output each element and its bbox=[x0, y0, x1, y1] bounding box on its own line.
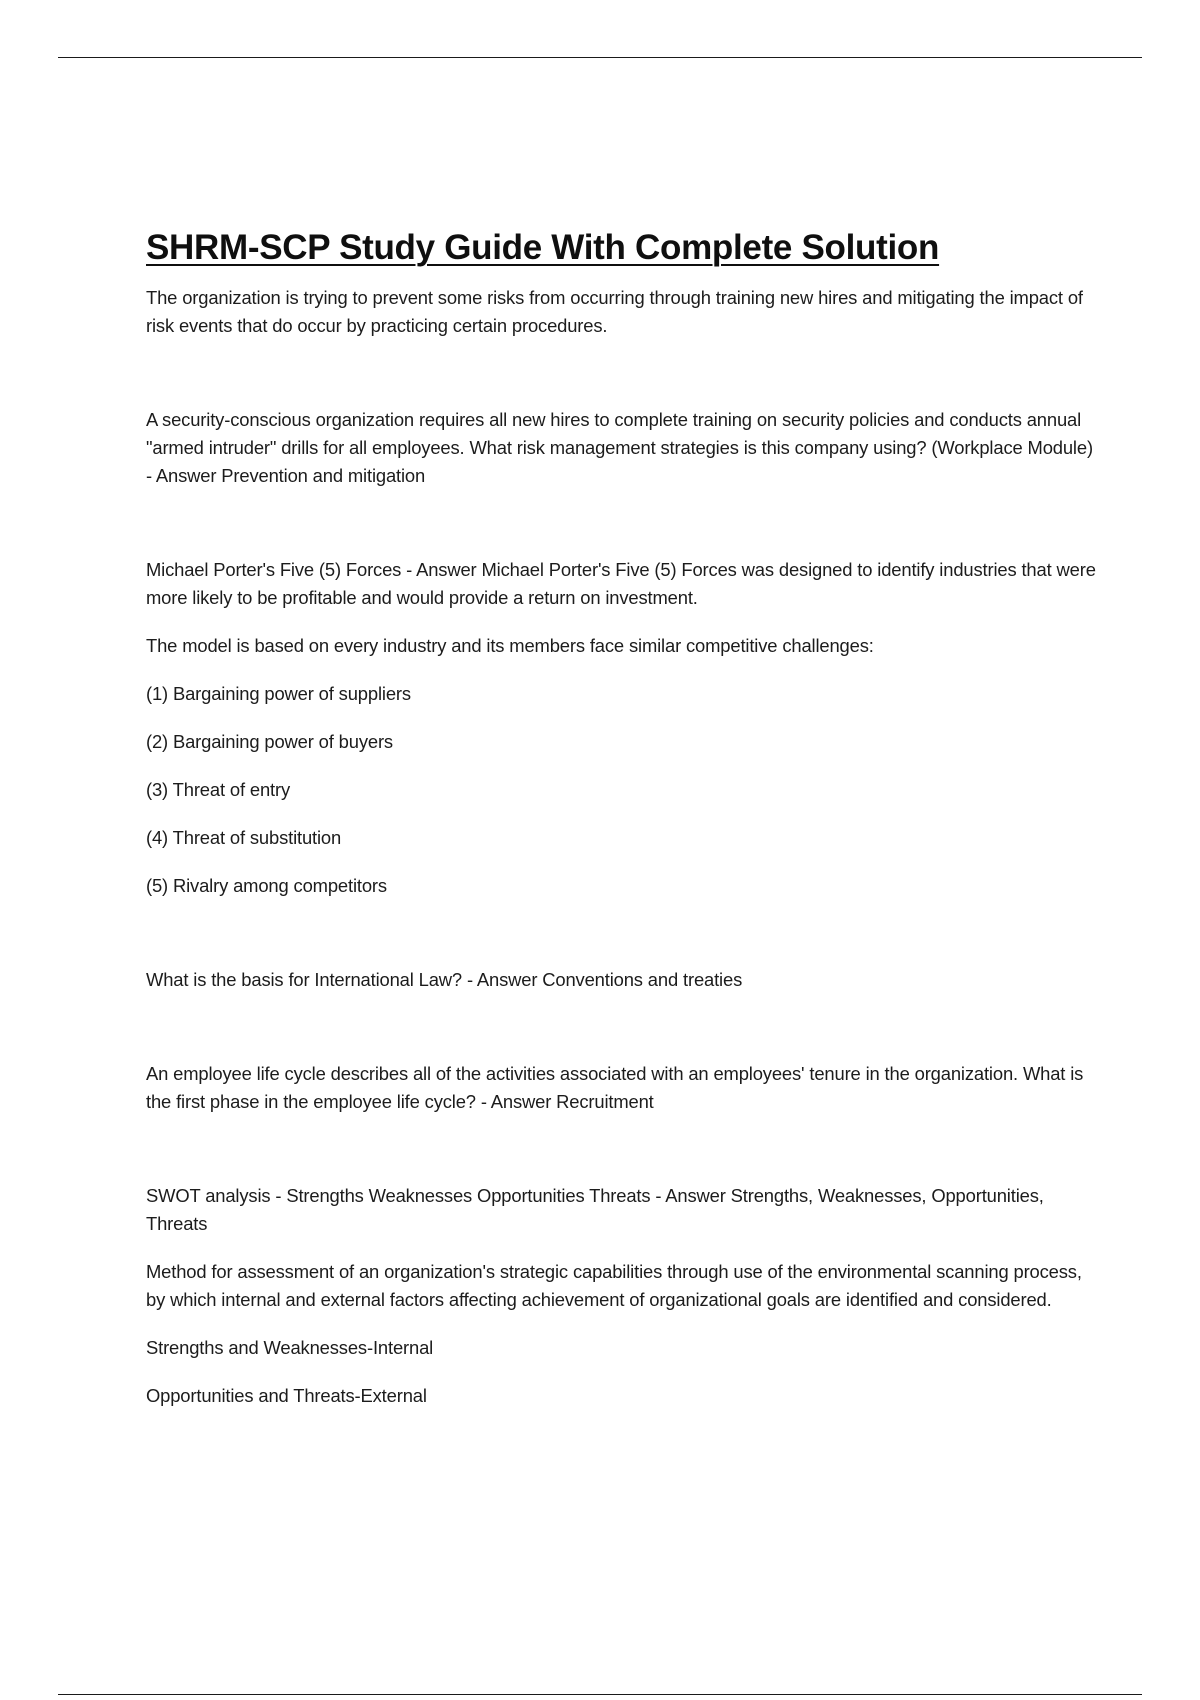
question-porter-five-forces: Michael Porter's Five (5) Forces - Answer Michael Porter's Five (5) Forces was designed to identify industries that were more likely to be profitable and would provide a return on investment. bbox=[146, 559, 1096, 608]
page-title: SHRM-SCP Study Guide With Complete Solution bbox=[146, 228, 940, 267]
document-body bbox=[146, 226, 1096, 1410]
footer-rule bbox=[58, 1694, 1142, 1695]
question-swot-analysis: SWOT analysis - Strengths Weaknesses Opportunities Threats - Answer Strengths, Weaknesses, Opportunities, Threats bbox=[146, 1185, 1044, 1234]
list-item: (1) Bargaining power of suppliers bbox=[146, 683, 411, 704]
swot-external: Opportunities and Threats-External bbox=[146, 1385, 427, 1406]
intro-paragraph: The organization is trying to prevent some risks from occurring through training new hires and mitigating the impact of risk events that do occur by practicing certain procedures. bbox=[146, 287, 1083, 336]
question-employee-life-cycle: An employee life cycle describes all of the activities associated with an employees' tenure in the organization. What is the first phase in the employee life cycle? - Answer Recruitment bbox=[146, 1063, 1084, 1112]
porter-model-description: The model is based on every industry and its members face similar competitive challenges: bbox=[146, 635, 874, 656]
list-item: (2) Bargaining power of buyers bbox=[146, 731, 393, 752]
list-item: (3) Threat of entry bbox=[146, 779, 290, 800]
list-item: (4) Threat of substitution bbox=[146, 827, 342, 848]
swot-method-description: Method for assessment of an organization's strategic capabilities through use of the environmental scanning process, by which internal and external factors affecting achievement of organizational goals are identified and considered. bbox=[146, 1261, 1082, 1310]
question-international-law: What is the basis for International Law? - Answer Conventions and treaties bbox=[146, 969, 743, 990]
header-rule bbox=[58, 57, 1142, 58]
question-risk-management: A security-conscious organization requires all new hires to complete training on security policies and conducts annual "armed intruder" drills for all employees. What risk management strategies is this company using? (Workplace Module) - Answer Prevention and mitigation bbox=[146, 409, 1093, 486]
swot-internal: Strengths and Weaknesses-Internal bbox=[146, 1337, 434, 1358]
list-item: (5) Rivalry among competitors bbox=[146, 875, 387, 896]
